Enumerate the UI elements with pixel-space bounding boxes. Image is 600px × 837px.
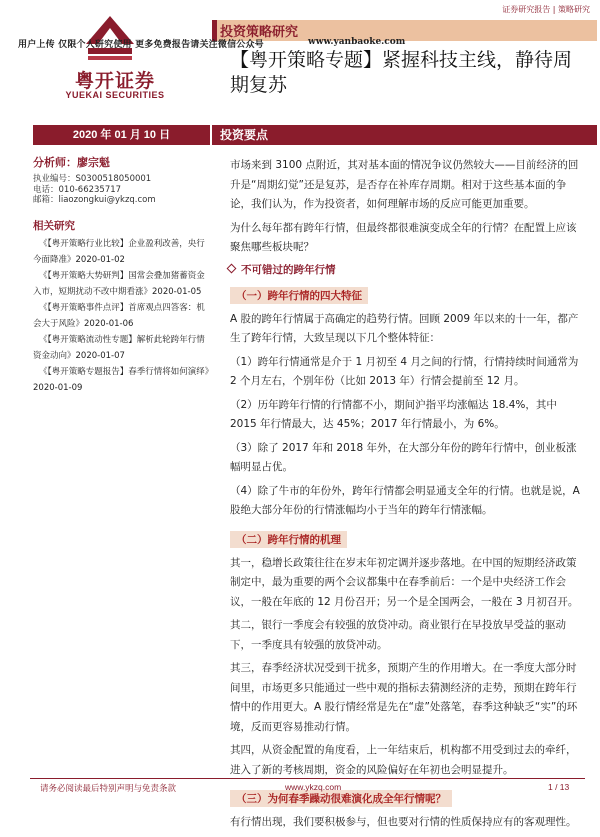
footer-divider (30, 778, 585, 779)
related-item[interactable]: 《【粤开策略事件点评】首席观点四答客：机会大于风险》2020-01-06 (33, 302, 205, 329)
top-report-label: 证券研究报告 | 策略研究 (502, 5, 590, 14)
subhead-why: （三）为何春季躁动很难演化成全年行情呢？ (230, 790, 452, 807)
footer-url[interactable]: www.ykzq.com (285, 782, 342, 792)
body-paragraph: （1）跨年行情通常是介于 1 月初至 4 月之间的行情，行情持续时间通常为 2 个月左右，个别年份（比如 2013 年）行情会提前至 12 月。 (230, 355, 579, 387)
logo-name-en: YUEKAI SECURITIES (65, 90, 165, 100)
analyst-license: 执业编号：S0300518050001 (33, 174, 152, 184)
related-item[interactable]: 《【粤开策略专题报告】春季行情将如何演绎》2020-01-09 (33, 366, 210, 393)
intro-paragraph: 市场来到 3100 点附近，其对基本面的情况争议仍然较大——目前经济的回升是“周期幻觉”还是复苏，是否存在补库存周期。相对于这些基本面的争论，我们认为，作为投资者，如何理解市场的反应可能更加重要。 (230, 159, 579, 210)
bullet-heading (230, 262, 582, 277)
body-paragraph: 其二，银行一季度会有较强的放贷冲动。商业银行在早投放早受益的驱动下，一季度具有较强的放贷冲动。 (230, 619, 566, 651)
body-paragraph: （2）历年跨年行情的行情都不小，期间沪指平均涨幅达 18.4%，其中 2015 年行情最大，达 45%；2017 年行情最小，为 6%。 (230, 398, 557, 430)
related-research-title: 相关研究 (33, 219, 75, 232)
banner-text: 投资策略研究 (220, 25, 299, 40)
main-content (230, 156, 582, 837)
body-paragraph: 有行情出现，我们要积极参与，但也要对行情的性质保持应有的客观理性。 (230, 816, 577, 828)
related-item[interactable]: 《【粤开策略大势研判】国常会叠加猪蓄资金入市，短期扰动不改中期看涨》2020-01-05 (33, 270, 205, 297)
related-item[interactable]: 《【粤开策略流动性专题】解析此轮跨年行情资金动向》2020-01-07 (33, 334, 205, 361)
watermark-text: 用户上传 仅限个人研究使用 更多免费报告请关注微信公众号 (18, 40, 264, 50)
analyst-phone: 电话：010-66235717 (33, 184, 122, 195)
logo-name: 粤开证券 (74, 70, 155, 92)
report-title: 【粤开策略专题】紧握科技主线，静待周期复苏 (230, 49, 573, 96)
diamond-icon (227, 263, 237, 273)
body-paragraph: 其一，稳增长政策往往在岁末年初定调并逐步落地。在中国的短期经济政策制定中，最为重要的两个会议都集中在春季前后：一个是中央经济工作会议，一般在年底的 12 月份召开；另一个是全国两会，一般在 3 月初召开。 (230, 556, 579, 608)
body-paragraph: （3）除了 2017 年和 2018 年外，在大部分年份的跨年行情中，创业板涨幅明显占优。 (230, 441, 577, 473)
bullet-heading-text: 不可错过的跨年行情 (241, 263, 336, 276)
watermark-url: www.yanbaoke.com (308, 37, 406, 47)
subhead-mechanism: （二）跨年行情的机理 (230, 531, 347, 548)
subhead-features: （一）跨年行情的四大特征 (230, 287, 368, 304)
date-bar: 2020 年 01 月 10 日 (33, 125, 210, 145)
body-paragraph: 其三，春季经济状况受到干扰多，预期产生的作用增大。在一季度大部分时间里，市场更多只能通过一些中观的指标去猜测经济的走势，预期在跨年行情中的作用更大。A 股行情经常是先在“虚”处落笔，春季这种缺乏“实”的环境，反而更容易推动行情。 (230, 662, 578, 733)
page-number: 1 / 13 (548, 782, 570, 792)
analyst-name: 分析师：廖宗魁 (33, 156, 110, 169)
body-paragraph: 其四，从资金配置的角度看，上一年结束后，机构都不用受到过去的牵纤，进入了新的考核周期，资金的风险偏好在年初也会明显提升。 (230, 744, 577, 776)
related-item[interactable]: 《【粤开策略行业比较】企业盈利改善，央行今面降准》2020-01-02 (33, 238, 205, 265)
intro-question: 为什么每年都有跨年行情，但最终都很难演变成全年的行情？在配置上应该聚焦哪些板块呢？ (230, 221, 577, 253)
footer-disclaimer[interactable]: 请务必阅读最后特别声明与免责条款 (40, 784, 177, 794)
section-bar-investment-points: 投资要点 (212, 125, 597, 145)
analyst-email[interactable]: 邮箱：liaozongkui@ykzq.com (33, 195, 156, 205)
left-column (33, 154, 210, 396)
body-paragraph: （4）除了牛市的年份外，跨年行情都会明显通支全年的行情。也就是说，A 股绝大部分年份的行情涨幅均小于当年的跨年行情涨幅。 (230, 484, 580, 516)
body-paragraph: A 股的跨年行情属于高确定的趋势行情。回顾 2009 年以来的十一年，都产生了跨年行情，大致呈现以下几个整体特征： (230, 312, 579, 344)
logo (50, 14, 180, 104)
